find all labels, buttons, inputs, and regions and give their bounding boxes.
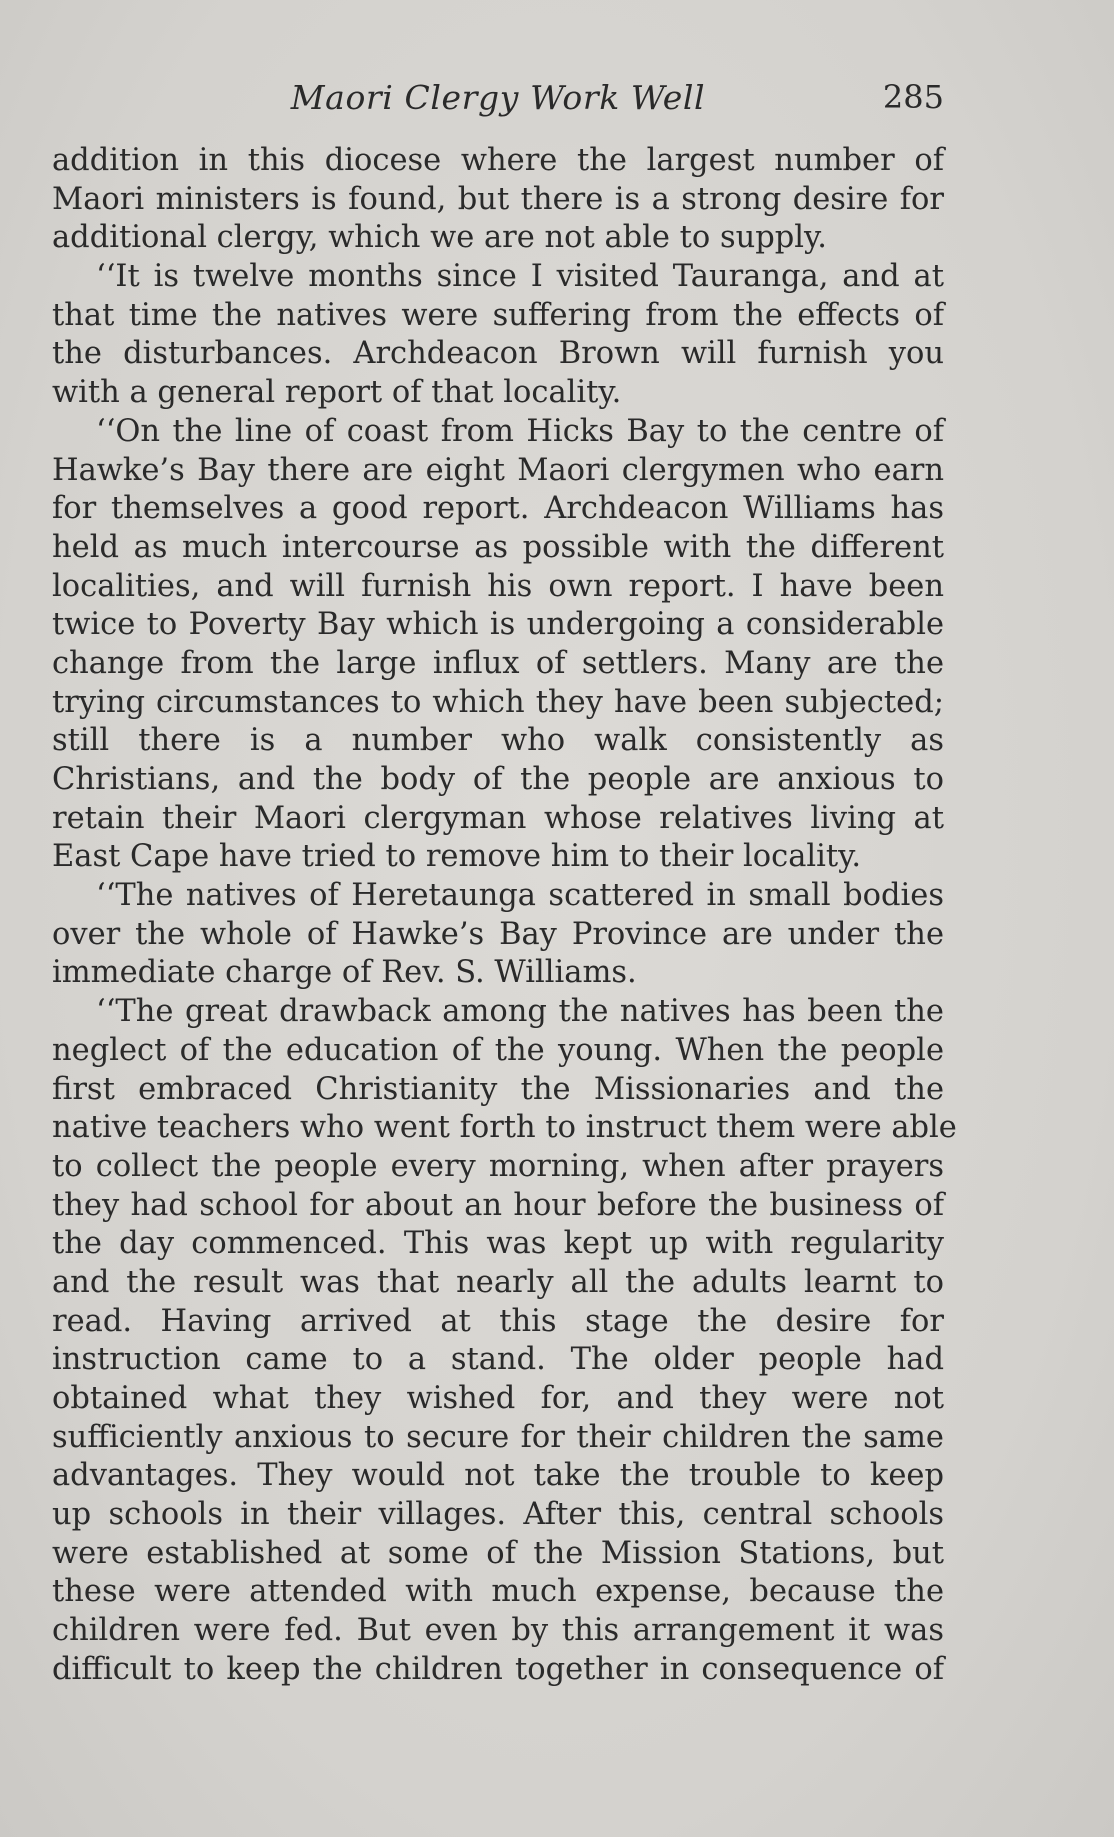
text-line: were established at some of the Mission Stations, but [52,1535,944,1571]
text-line: trying circumstances to which they have been subjected; [52,684,944,720]
text-line: obtained what they wished for, and they were not [52,1381,944,1416]
text-line: East Cape have tried to remove him to their locality. [52,839,862,875]
text-line: with a general report of that locality. [52,375,622,411]
text-line: held as much intercourse as possible with the different [52,529,944,565]
text-line: Christians, and the body of the people are anxious to [52,762,944,797]
text-line: Maori ministers is found, but there is a strong desire for [52,181,944,217]
text-line: the disturbances. Archdeacon Brown will furnish you [52,336,944,372]
body-text [52,142,957,1690]
text-line: sufficiently anxious to secure for their children the same [52,1419,944,1455]
text-line: read. Having arrived at this stage the desire for [52,1303,944,1339]
text-line: neglect of the education of the young. When the people [52,1032,944,1068]
text-line: up schools in their villages. After this, central schools [52,1497,944,1533]
text-line: ‘‘The natives of Heretaunga scattered in small bodies [96,878,944,914]
text-line: and the result was that nearly all the adults learnt to [52,1264,944,1300]
text-line: retain their Maori clergyman whose relatives living at [52,800,944,836]
text-line: for themselves a good report. Archdeacon Williams has [52,491,944,527]
text-line: addition in this diocese where the largest number of [52,143,944,178]
text-line: ‘‘The great drawback among the natives has been the [96,994,944,1030]
text-line: twice to Poverty Bay which is undergoing a considerable [52,607,944,643]
text-line: additional clergy, which we are not able to supply. [52,220,827,256]
text-line: they had school for about an hour before the business of [52,1187,944,1223]
text-line: ‘‘It is twelve months since I visited Tauranga, and at [96,259,944,295]
text-line: instruction came to a stand. The older people had [52,1342,944,1378]
text-line: ‘‘On the line of coast from Hicks Bay to the centre of [96,413,944,449]
text-line: still there is a number who walk consistently as [52,723,944,759]
text-line: to collect the people every morning, when after prayers [52,1148,944,1184]
text-line: Hawke’s Bay there are eight Maori clergymen who earn [52,452,944,488]
text-line: difficult to keep the children together in consequence of [52,1651,944,1687]
page-header [52,78,944,122]
page-number: 285 [882,78,944,116]
text-line: that time the natives were suffering from the effects of [52,297,944,333]
text-line: localities, and will furnish his own report. I have been [52,568,944,604]
running-title: Maori Clergy Work Well [290,78,706,117]
text-line: first embraced Christianity the Missionaries and the [52,1071,944,1107]
text-line: change from the large influx of settlers. Many are the [52,645,944,681]
text-line: advantages. They would not take the trouble to keep [52,1458,944,1494]
text-line: over the whole of Hawke’s Bay Province are under the [52,916,944,952]
text-line: the day commenced. This was kept up with regularity [52,1226,944,1262]
text-line: immediate charge of Rev. S. Williams. [52,955,637,991]
text-line: native teachers who went forth to instruct them were able [52,1110,957,1146]
text-line: children were fed. But even by this arrangement it was [52,1613,944,1649]
text-line: these were attended with much expense, because the [52,1574,944,1610]
